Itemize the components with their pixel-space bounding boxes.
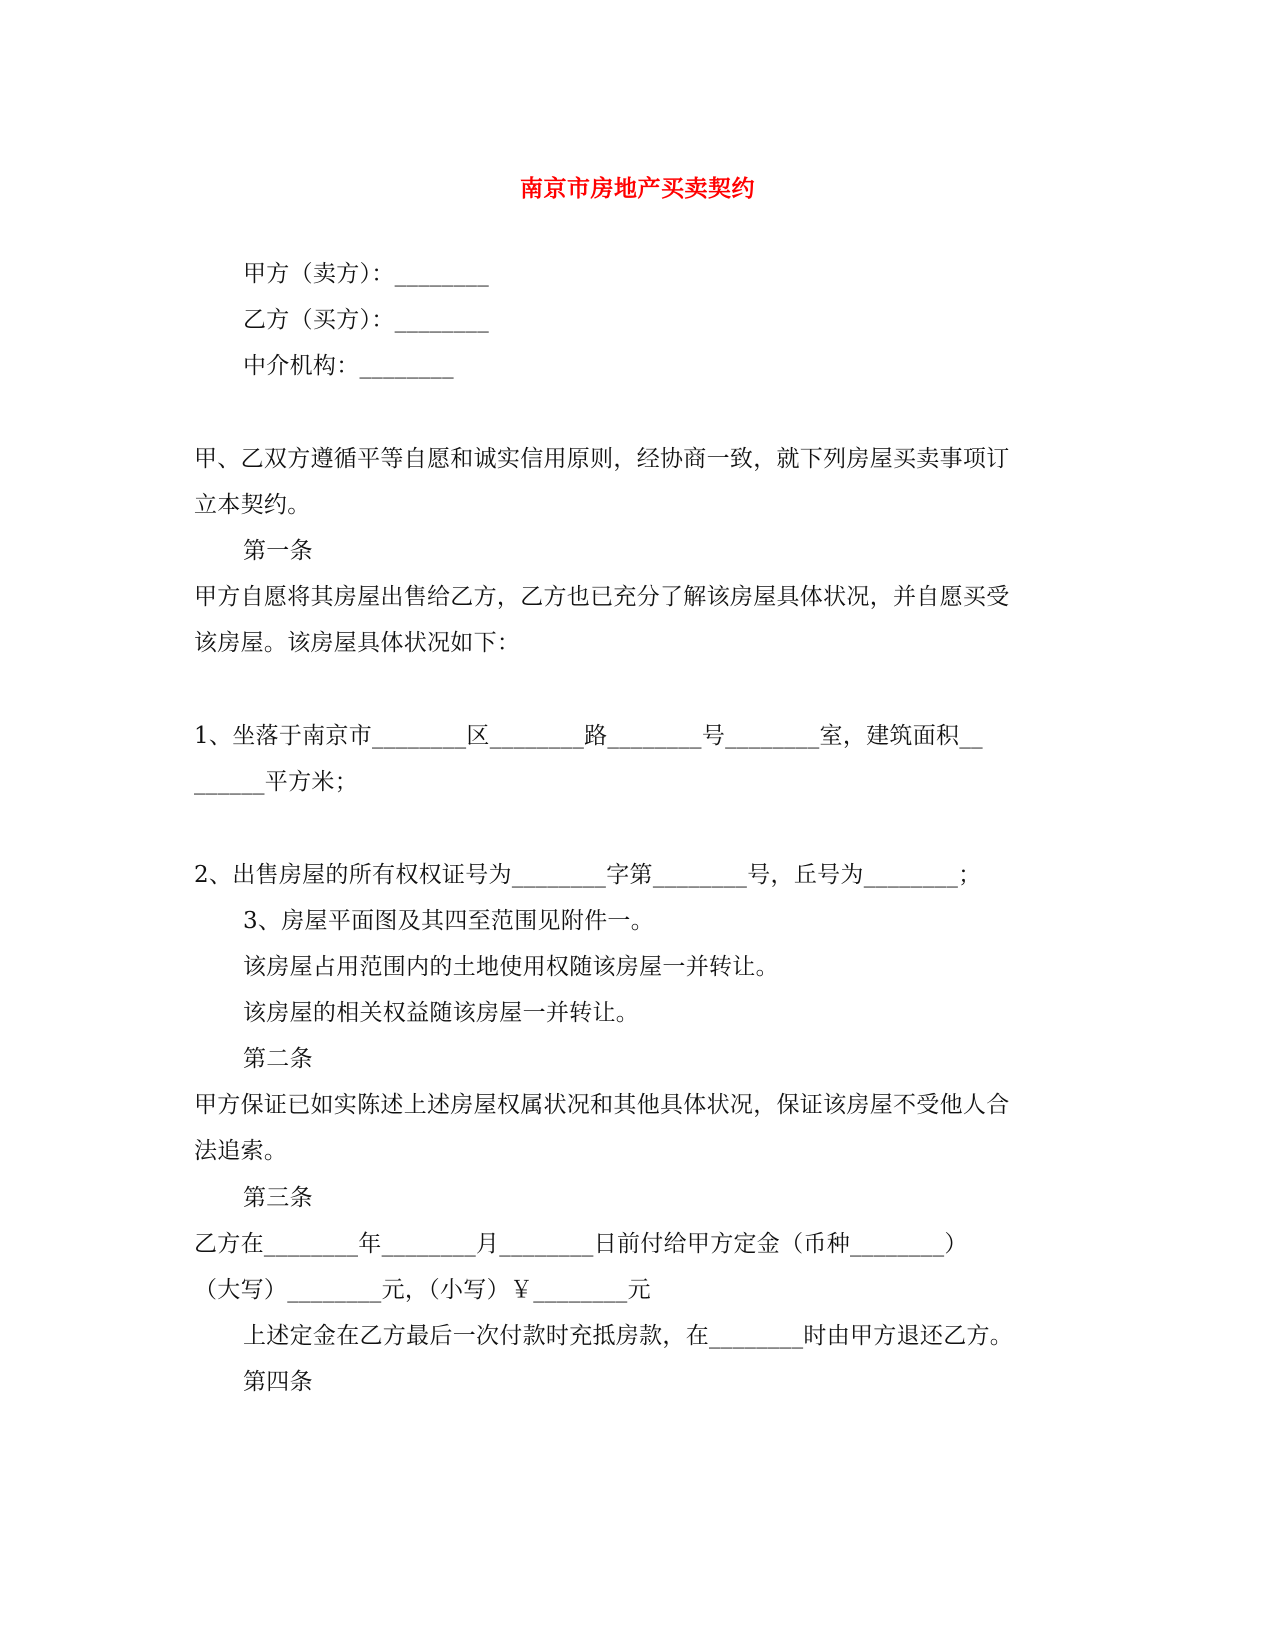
seller-line: 甲方（卖方）：________: [243, 261, 489, 287]
article-1-text-2: 该房屋。该房屋具体状况如下：: [194, 630, 521, 656]
agency-line: 中介机构：________: [243, 353, 454, 379]
document-title: 南京市房地产买卖契约: [520, 175, 755, 202]
deposit-line-1: 乙方在________年________月________日前付给甲方定金（币种________）: [194, 1231, 968, 1257]
preamble-line-2: 立本契约。: [194, 492, 311, 518]
article-3-heading: 第三条: [243, 1185, 313, 1211]
land-rights-line: 该房屋占用范围内的土地使用权随该房屋一并转让。: [243, 954, 779, 980]
article-4-heading: 第四条: [243, 1369, 313, 1395]
article-1-text-1: 甲方自愿将其房屋出售给乙方，乙方也已充分了解该房屋具体状况，并自愿买受: [194, 584, 1010, 610]
preamble-line-1: 甲、乙双方遵循平等自愿和诚实信用原则，经协商一致，就下列房屋买卖事项订: [194, 446, 1010, 472]
item-3-line: 3、房屋平面图及其四至范围见附件一。: [243, 908, 655, 934]
article-2-text-2: 法追索。: [194, 1138, 288, 1164]
item-1-line-2: ______平方米；: [194, 769, 358, 795]
deposit-line-3: 上述定金在乙方最后一次付款时充抵房款，在________时由甲方退还乙方。: [243, 1323, 1014, 1349]
item-2-line: 2、出售房屋的所有权权证号为________字第________号，丘号为________；: [194, 862, 982, 888]
article-2-heading: 第二条: [243, 1046, 313, 1072]
buyer-line: 乙方（买方）：________: [243, 307, 489, 333]
deposit-line-2: （大写）________元，（小写）￥________元: [194, 1277, 651, 1303]
article-1-heading: 第一条: [243, 538, 313, 564]
item-1-line-1: 1、坐落于南京市________区________路________号________室，建筑面积__: [194, 723, 983, 749]
related-rights-line: 该房屋的相关权益随该房屋一并转让。: [243, 1000, 640, 1026]
article-2-text-1: 甲方保证已如实陈述上述房屋权属状况和其他具体状况，保证该房屋不受他人合: [194, 1092, 1010, 1118]
